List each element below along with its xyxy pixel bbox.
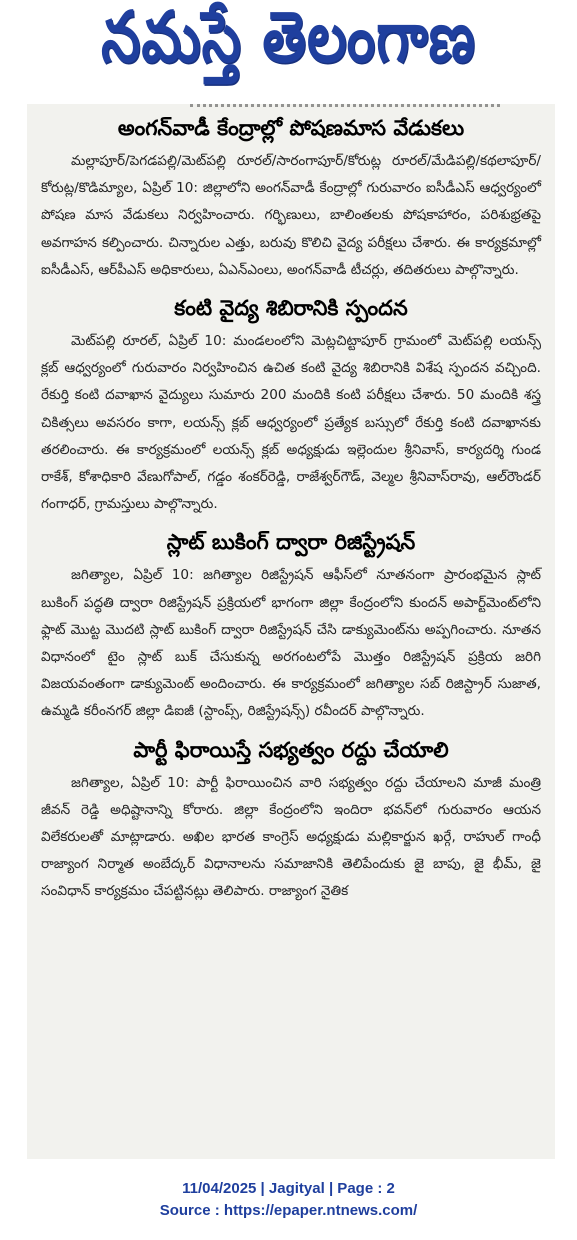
article-headline: స్లాట్ బుకింగ్ ద్వారా రిజిస్ట్రేషన్ — [166, 530, 416, 555]
footer-date-edition: 11/04/2025 | Jagityal | Page : 2 — [182, 1180, 395, 1197]
article-body: జగిత్యాల, ఏప్రిల్ 10: జగిత్యాల రిజిస్ట్రేషన్ ఆఫీస్‌లో నూతనంగా ప్రారంభమైన స్లాట్ బుకింగ్ పద్ధతి ద్వారా రిజిస్ట్రేషన్ ప్రక్రియలో భాగంగా జిల్లా కేంద్రంలోని కుందన్ అపార్ట్‌మెంట్‌లోని ఫ్లాట్ మొట్ట మొదటి స్లాట్ బుకింగ్ ద్వారా రిజిస్ట్రేషన్ చేసి డాక్యుమెంట్‌ను అప్పగించారు. నూతన విధానంలో టైం స్లాట్ బుక్ చేసుకున్న అరగంటలోపే మొత్తం రిజిస్ట్రేషన్ ప్రక్రియ జరిగి విజయవంతంగా డాక్యుమెంట్ అందించారు. ఈ కార్యక్రమంలో జగిత్యాల సబ్ రిజిస్ట్రార్ సుజాత, ఉమ్మడి కరీంనగర్ జిల్లా డిఐజీ (స్టాంప్స్, రిజిస్ట్రేషన్స్) రవీందర్ పాల్గొన్నారు. — [41, 567, 541, 720]
masthead-logo: నమస్తే తెలంగాణ — [101, 0, 476, 79]
article-body: జగిత్యాల, ఏప్రిల్ 10: పార్టీ ఫిరాయించిన వారి సభ్యత్వం రద్దు చేయాలని మాజీ మంత్రి జీవన్ రెడ్డి అధిష్టానాన్ని కోరారు. జిల్లా కేంద్రంలోని ఇందిరా భవన్‌లో గురువారం ఆయన విలేకరులతో మాట్లాడారు. అఖిల భారత కాంగ్రెస్ అధ్యక్షుడు మల్లికార్జున ఖర్గే, రాహుల్ గాంధీ రాజ్యాంగ నిర్మాత అంబేద్కర్ విధానాలను సమాజానికి తెలిపేందుకు జై బాపు, జై భీమ్, జై సంవిధాన్ కార్యక్రమం చేపట్టినట్లు తెలిపారు. రాజ్యాంగ నైతిక — [41, 774, 541, 900]
news-clipping — [27, 104, 555, 1159]
newspaper-masthead — [0, 0, 577, 88]
footer-source: Source : https://epaper.ntnews.com/ — [159, 1202, 418, 1219]
clip-cut-edge — [190, 104, 500, 111]
article-headline: అంగన్‌వాడీ కేంద్రాల్లో పోషణమాస వేడుకలు — [117, 116, 465, 140]
article-eye-camp — [27, 284, 555, 518]
article-defection — [27, 726, 555, 906]
article-headline: కంటి వైద్య శిబిరానికి స్పందన — [174, 296, 408, 321]
article-slot-booking — [27, 518, 555, 725]
article-headline: పార్టీ ఫిరాయిస్తే సభ్యత్వం రద్దు చేయాలి — [133, 737, 449, 762]
article-body: మల్లాపూర్/పెగడపల్లి/మెట్‌పల్లి రూరల్/సారంగాపూర్/కోరుట్ల రూరల్/మేడిపల్లి/కథలాపూర్/కోరుట్ల/కొడిమ్యాల, ఏప్రిల్ 10: జిల్లాలోని అంగన్‌వాడీ కేంద్రాల్లో గురువారం ఐసీడీఎస్ ఆధ్వర్యంలో పోషణ మాస వేడుకలు నిర్వహించారు. గర్భిణులు, బాలింతలకు పోషకాహారం, పరిశుభ్రతపై అవగాహన కల్పించారు. చిన్నారుల ఎత్తు, బరువు కొలిచి వైద్య పరీక్షలు చేశారు. ఈ కార్యక్రమాల్లో ఐసీడీఎస్, ఆర్‌పీఎస్ అధికారులు, ఏఎన్‌ఎంలు, అంగన్‌వాడీ టీచర్లు, తదితరులు పాల్గొన్నారు. — [41, 153, 541, 278]
article-body: మెట్‌పల్లి రూరల్, ఏప్రిల్ 10: మండలంలోని మెట్లచిట్టాపూర్ గ్రామంలో మెట్‌పల్లి లయన్స్ క్లబ్ ఆధ్వర్యంలో గురువారం నిర్వహించిన ఉచిత కంటి వైద్య శిబిరానికి విశేష స్పందన వచ్చింది. రేకుర్తి కంటి దవాఖాన వైద్యులు సుమారు 200 మందికి కంటి పరీక్షలు చేశారు. 50 మందికి శస్త్ర చికిత్సలు అవసరం కాగా, లయన్స్ క్లబ్ ఆధ్వర్యంలో ప్రత్యేక బస్సులో రేకుర్తి కంటి దవాఖానకు తరలించారు. ఈ కార్యక్రమంలో లయన్స్ క్లబ్ అధ్యక్షుడు ఇల్లెందుల శ్రీనివాస్, కార్యదర్శి గుండ రాకేశ్, కోశాధికారి వేణుగోపాల్, గడ్డం శంకర్‌రెడ్డి, రాజేశ్వర్‌గౌడ్, వెల్మల శ్రీనివాస్‌రావు, ఆల్‌రౌండర్ గంగాధర్, గ్రామస్తులు పాల్గొన్నారు. — [41, 333, 541, 513]
article-poshana — [27, 104, 555, 284]
